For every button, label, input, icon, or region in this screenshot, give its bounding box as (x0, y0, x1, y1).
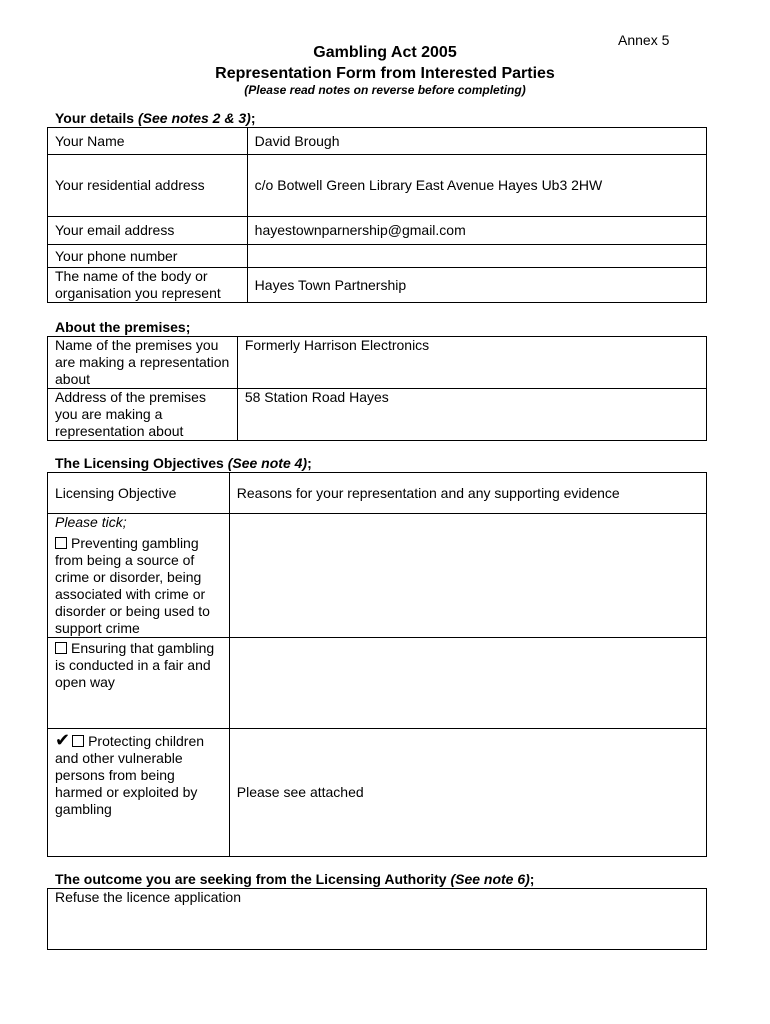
objective-crime (48, 514, 230, 638)
table-row (48, 889, 707, 950)
name-label: Your Name (48, 128, 248, 155)
your-details-heading: Your details (See notes 2 & 3); (55, 110, 256, 126)
table-row (48, 245, 707, 268)
premises-name-value[interactable]: Formerly Harrison Electronics (237, 337, 706, 389)
premises-name-label: Name of the premises you are making a representation about (48, 337, 238, 389)
crime-objective-text: Preventing gambling from being a source of crime or disorder, being associated with crime or disorder or being used to support crime (55, 535, 210, 636)
table-row (48, 337, 707, 389)
fair-objective-text: Ensuring that gambling is conducted in a fair and open way (55, 640, 215, 690)
name-value[interactable]: David Brough (247, 128, 706, 155)
address-value[interactable]: c/o Botwell Green Library East Avenue Hayes Ub3 2HW (247, 155, 706, 217)
table-row (48, 729, 707, 857)
objectives-heading: The Licensing Objectives (See note 4); (55, 455, 312, 471)
email-value[interactable]: hayestownparnership@gmail.com (247, 217, 706, 245)
your-details-table (47, 127, 707, 303)
table-row (48, 514, 707, 638)
table-row (48, 473, 707, 514)
organisation-value[interactable]: Hayes Town Partnership (247, 268, 706, 303)
form-title: Gambling Act 2005 (313, 44, 457, 61)
table-row (48, 638, 707, 729)
objectives-table (47, 472, 707, 857)
outcome-value[interactable]: Refuse the licence application (48, 889, 707, 950)
children-checkbox[interactable] (72, 735, 84, 747)
table-row (48, 268, 707, 303)
outcome-table (47, 888, 707, 950)
crime-checkbox[interactable] (55, 537, 67, 549)
email-label: Your email address (48, 217, 248, 245)
crime-reason[interactable] (229, 514, 706, 638)
table-row (48, 128, 707, 155)
children-reason[interactable]: Please see attached (229, 729, 706, 857)
reasons-column-header: Reasons for your representation and any supporting evidence (229, 473, 706, 514)
table-row (48, 217, 707, 245)
objective-fair (48, 638, 230, 729)
children-objective-text: Protecting children and other vulnerable persons from being harmed or exploited by gambling (55, 733, 205, 817)
address-label: Your residential address (48, 155, 248, 217)
organisation-label: The name of the body or organisation you represent (48, 268, 248, 303)
form-instructions: (Please read notes on reverse before completing) (244, 83, 526, 97)
please-tick-label: Please tick; (55, 514, 127, 530)
premises-address-value[interactable]: 58 Station Road Hayes (237, 389, 706, 441)
outcome-heading: The outcome you are seeking from the Licensing Authority (See note 6); (55, 871, 535, 887)
fair-checkbox[interactable] (55, 642, 67, 654)
table-row (48, 155, 707, 217)
table-row (48, 389, 707, 441)
fair-reason[interactable] (229, 638, 706, 729)
premises-heading: About the premises; (55, 319, 191, 335)
form-subtitle: Representation Form from Interested Parties (215, 65, 555, 82)
phone-label: Your phone number (48, 245, 248, 268)
check-mark-icon: ✔ (55, 730, 71, 750)
premises-address-label: Address of the premises you are making a representation about (48, 389, 238, 441)
objective-column-header: Licensing Objective (48, 473, 230, 514)
objective-children (48, 729, 230, 857)
phone-value[interactable] (247, 245, 706, 268)
premises-table (47, 336, 707, 441)
annex-label: Annex 5 (618, 32, 670, 48)
